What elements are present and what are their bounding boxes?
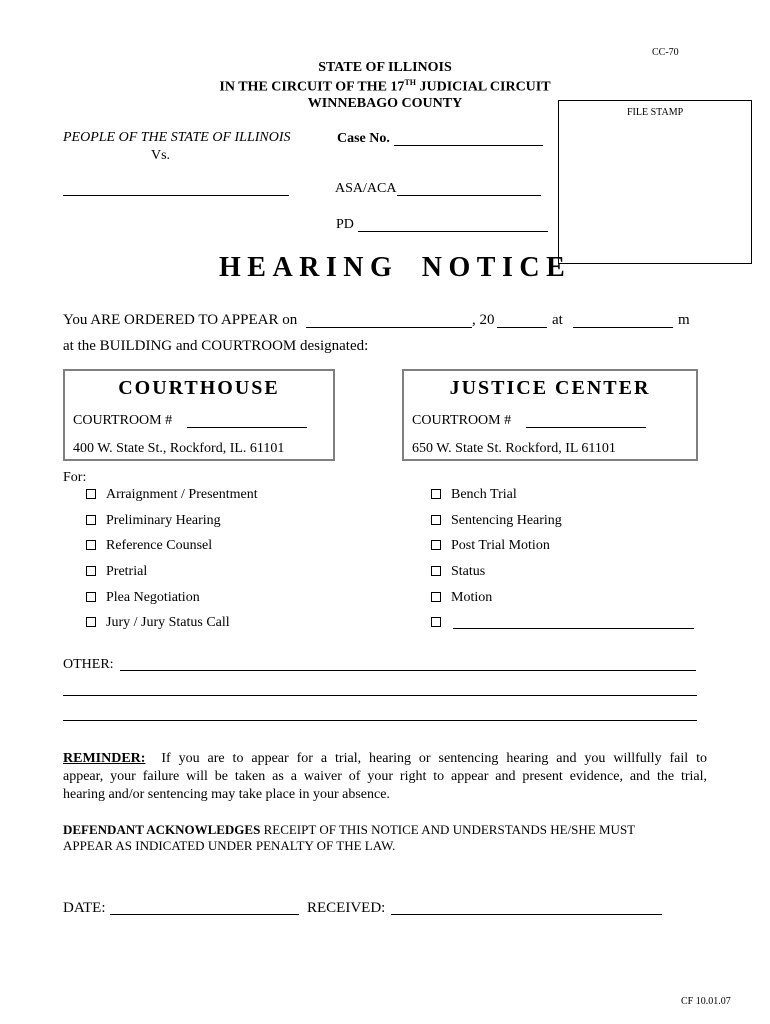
option-custom[interactable]	[431, 615, 451, 631]
checkbox[interactable]	[431, 566, 441, 576]
received-label: RECEIVED:	[307, 900, 386, 916]
at-label: at	[552, 312, 563, 328]
header-state: STATE OF ILLINOIS	[318, 60, 452, 75]
asa-aca-field[interactable]	[397, 195, 541, 196]
option-arraignment[interactable]: Arraignment / Presentment	[86, 487, 258, 503]
asa-aca-label: ASA/ACA	[335, 181, 397, 196]
pd-field[interactable]	[358, 231, 548, 232]
checkbox[interactable]	[431, 540, 441, 550]
am-pm-label: m	[678, 312, 690, 328]
reminder-line-3: hearing and/or sentencing may take place in your absence.	[63, 787, 390, 802]
option-post-trial-motion[interactable]: Post Trial Motion	[431, 538, 550, 554]
option-preliminary-hearing[interactable]: Preliminary Hearing	[86, 513, 221, 529]
option-bench-trial[interactable]: Bench Trial	[431, 487, 517, 503]
checkbox[interactable]	[431, 592, 441, 602]
year-prefix: , 20	[472, 312, 495, 328]
other-label: OTHER:	[63, 657, 114, 672]
justice-center-box	[402, 369, 698, 461]
option-plea-negotiation[interactable]: Plea Negotiation	[86, 590, 200, 606]
case-no-label: Case No.	[337, 131, 390, 146]
courthouse-name: COURTHOUSE	[118, 377, 280, 399]
checkbox[interactable]	[431, 617, 441, 627]
checkbox[interactable]	[86, 489, 96, 499]
date-label: DATE:	[63, 900, 106, 916]
justice-center-address: 650 W. State St. Rockford, IL 61101	[412, 441, 616, 456]
checkbox[interactable]	[431, 489, 441, 499]
footer-code: CF 10.01.07	[681, 996, 731, 1007]
reminder-label: REMINDER:	[63, 751, 146, 766]
option-pretrial[interactable]: Pretrial	[86, 564, 147, 580]
defendant-name-field[interactable]	[63, 195, 289, 196]
other-field-line-3[interactable]	[63, 720, 697, 721]
people-caption: PEOPLE OF THE STATE OF ILLINOIS	[63, 130, 291, 145]
checkbox[interactable]	[86, 592, 96, 602]
other-field-line-1[interactable]	[120, 670, 696, 671]
custom-option-field[interactable]	[453, 628, 694, 629]
header-circuit: IN THE CIRCUIT OF THE 17TH JUDICIAL CIRCUIT	[219, 78, 551, 95]
pd-label: PD	[336, 217, 354, 232]
courthouse-courtroom-label: COURTROOM #	[73, 413, 173, 428]
option-sentencing-hearing[interactable]: Sentencing Hearing	[431, 513, 562, 529]
acknowledge-line-1: DEFENDANT ACKNOWLEDGES RECEIPT OF THIS NOTICE AND UNDERSTANDS HE/SHE MUST	[63, 822, 636, 837]
justice-center-name: JUSTICE CENTER	[449, 377, 651, 399]
page-title: HEARING NOTICE	[219, 252, 572, 283]
year-field[interactable]	[497, 327, 547, 328]
justice-center-courtroom-field[interactable]	[526, 427, 646, 428]
reminder-line-2: appear, your failure will be taken as a waiver of your right to appear and present evidence, and the trial,	[63, 769, 707, 784]
checkbox[interactable]	[86, 515, 96, 525]
justice-center-courtroom-label: COURTROOM #	[412, 413, 512, 428]
header-county: WINNEBAGO COUNTY	[307, 96, 463, 111]
acknowledge-line-2: APPEAR AS INDICATED UNDER PENALTY OF THE LAW.	[63, 838, 396, 853]
courthouse-box	[63, 369, 335, 461]
time-field[interactable]	[573, 327, 673, 328]
option-motion[interactable]: Motion	[431, 590, 492, 606]
other-field-line-2[interactable]	[63, 695, 697, 696]
file-stamp-label: FILE STAMP	[627, 107, 684, 118]
checkbox[interactable]	[86, 540, 96, 550]
option-status[interactable]: Status	[431, 564, 485, 580]
checkbox[interactable]	[86, 617, 96, 627]
appear-date-field[interactable]	[306, 327, 472, 328]
received-field[interactable]	[391, 914, 662, 915]
appear-order-label: You ARE ORDERED TO APPEAR on	[63, 312, 298, 328]
reminder-line-1: REMINDER: If you are to appear for a trial, hearing or sentencing hearing and you willfully fail to	[63, 751, 707, 766]
versus: Vs.	[151, 148, 171, 163]
option-reference-counsel[interactable]: Reference Counsel	[86, 538, 212, 554]
for-label: For:	[63, 470, 87, 485]
checkbox[interactable]	[431, 515, 441, 525]
case-no-field[interactable]	[394, 145, 543, 146]
courthouse-address: 400 W. State St., Rockford, IL. 61101	[73, 441, 285, 456]
courthouse-courtroom-field[interactable]	[187, 427, 307, 428]
form-code: CC-70	[652, 47, 679, 58]
checkbox[interactable]	[86, 566, 96, 576]
building-instruction: at the BUILDING and COURTROOM designated:	[63, 338, 369, 354]
option-jury-status-call[interactable]: Jury / Jury Status Call	[86, 615, 230, 631]
file-stamp-box	[558, 100, 752, 264]
date-field[interactable]	[110, 914, 299, 915]
